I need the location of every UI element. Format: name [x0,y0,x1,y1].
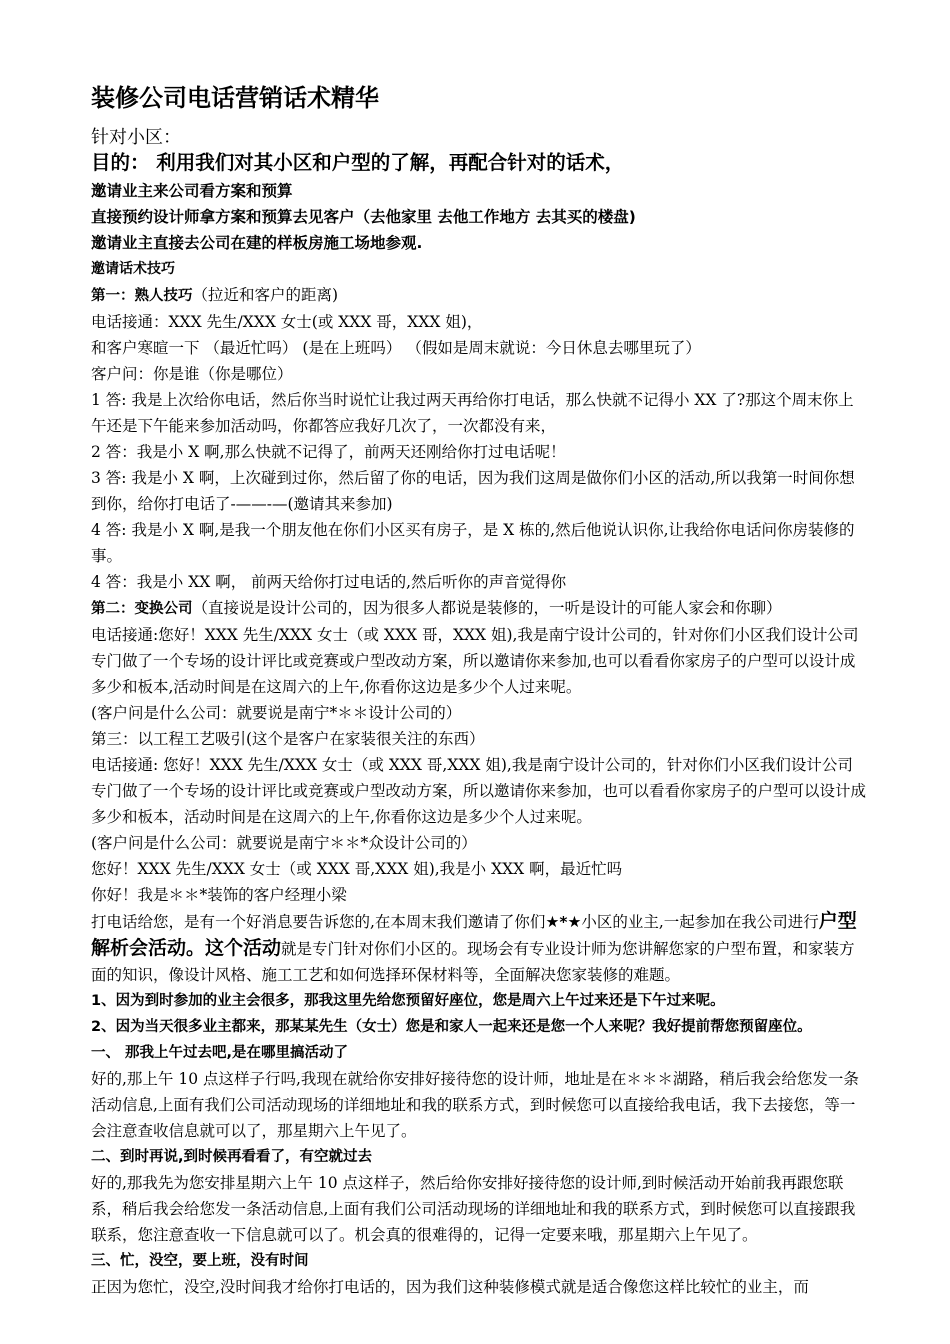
bold-point: 1、因为到时参加的业主会很多，那我这里先给您预留好座位，您是周六上午过来还是下午过来呢。 [91,993,725,1009]
s1-line: 4 答：我是小 XX 啊， 前两天给你打过电话的,然后听你的声音觉得你 [91,573,567,591]
goal-2: 直接预约设计师拿方案和预算去见客户（去他家里 去他工作地方 去其买的楼盘) [91,208,636,226]
objection-body: 好的,那上午 10 点这样子行吗,我现在就给你安排好接待您的设计师，地址是在＊＊＊湖路，稍后我会给您发一条活动信息,上面有我们公司活动现场的详细地址和我的联系方式，到时候您可以直接给我电话，我下去接您，等一会注意查收信息就可以了，那星期六上午见了。 [91,1070,859,1140]
event-text-b: 小区的业主,一起参加在我公司进行 [581,913,819,931]
event-text-a: 打电话给您，是有一个好消息要告诉您的,在本周末我们邀请了你们 [91,913,546,931]
section-1-note: （拉近和客户的距离) [192,286,339,304]
s1-line: 3 答: 我是小 X 啊，上次碰到过你，然后留了你的电话，因为我们这周是做你们小区的活动,所以我第一时间你想到你，给你打电话了-——-—(邀请其来参加) [91,469,855,513]
s2-line: (客户问是什么公司：就要说是南宁*＊＊设计公司的） [91,704,462,722]
objection-body: 正因为您忙，没空,没时间我才给你打电话的，因为我们这种装修模式就是适合像您这样比较忙的业主，而 [91,1278,809,1296]
goal-1: 邀请业主来公司看方案和预算 [91,182,293,200]
document-title: 装修公司电话营销话术精华 [91,84,379,112]
objection-body: 好的,那我先为您安排星期六上午 10 点这样子，然后给你安排好接待您的设计师,到时候活动开始前我再跟您联系，稍后我会给您发一条活动信息,上面有我们公司活动现场的详细地址和我的联系方式，到时候您可以直接跟我联系，您注意查收一下信息就可以了。机会真的很难得的，记得一定要来哦，那星期六上午见了。 [91,1174,856,1244]
invite-heading: 邀请话术技巧 [91,261,175,277]
objection-heading: 一、 那我上午过去吧,是在哪里搞活动了 [91,1045,349,1061]
bold-point: 2、因为当天很多业主都来，那某某先生（女士）您是和家人一起来还是您一个人来呢？我好提前帮您预留座位。 [91,1019,812,1035]
s1-line: 和客户寒暄一下 （最近忙吗） (是在上班吗） （假如是周末就说：今日休息去哪里玩了） [91,339,701,357]
section-3-heading: 第三：以工程工艺吸引(这个是客户在家装很关注的东西） [91,730,485,748]
objection-heading: 三、忙，没空，要上班，没有时间 [91,1253,309,1269]
event-highlight: 户型解析会活动。这个活动 [91,910,857,959]
s1-line: 2 答：我是小 X 啊,那么快就不记得了，前两天还刚给你打过电话呢！ [91,443,566,461]
section-2-title: 第二：变换公司 [91,601,193,617]
target-label: 针对小区： [91,127,181,148]
s3-line: (客户问是什么公司：就要说是南宁＊＊*众设计公司的） [91,834,477,852]
s1-line: 4 答: 我是小 X 啊,是我一个朋友他在你们小区买有房子，是 X 栋的,然后他说认识你,让我给你电话问你房装修的事。 [91,521,855,565]
purpose-line: 目的： 利用我们对其小区和户型的了解，再配合针对的话术， [91,151,625,174]
section-2-heading [91,595,868,622]
event-paragraph [91,908,868,988]
s1-line: 1 答: 我是上次给你电话，然后你当时说忙让我过两天再给你打电话，那么快就不记得小 XX 了?那这个周末你上午还是下午能来参加活动吗，你都答应我好几次了，一次都没有来， [91,391,854,435]
event-text-c: 就是专门针对你们小区的。现场会有专业设计师为您讲解您家的户型布置，和家装方面的知识，像设计风格、施工工艺和如何选择环保材料等，全面解决您家装修的难题。 [91,940,855,984]
s2-line: 电话接通:您好！XXX 先生/XXX 女士（或 XXX 哥，XXX 姐),我是南宁设计公司的，针对你们小区我们设计公司专门做了一个专场的设计评比或竞赛或户型改动方案，所以邀请你来参加,也可以看看你家房子的户型可以设计成多少和板本,活动时间是在这周六的上午,你看你这边是多少个人过来呢。 [91,626,859,696]
s1-line: 客户问：你是谁（你是哪位） [91,365,293,383]
section-1-heading [91,282,868,309]
goal-3: 邀请业主直接去公司在建的样板房施工场地参观. [91,234,423,252]
s3-line: 您好！XXX 先生/XXX 女士（或 XXX 哥,XXX 姐),我是小 XXX 啊，最近忙吗 [91,860,623,878]
objection-heading: 二、到时再说,到时候再看看了，有空就过去 [91,1149,373,1165]
section-2-note: （直接说是设计公司的，因为很多人都说是装修的，一听是设计的可能人家会和你聊） [192,599,782,617]
section-1-title: 第一：熟人技巧 [91,288,193,304]
event-stars: ★*★ [545,913,582,931]
s1-line: 电话接通：XXX 先生/XXX 女士(或 XXX 哥，XXX 姐)， [91,313,483,331]
s3-line: 电话接通: 您好！XXX 先生/XXX 女士（或 XXX 哥,XXX 姐),我是南宁设计公司的，针对你们小区我们设计公司专门做了一个专场的设计评比或竞赛或户型改动方案，所以邀请你来参加，也可以看看你家房子的户型可以设计成多少和板本，活动时间是在这周六的上午,你看你这边是多少个人过来呢。 [91,756,867,826]
s3-line: 你好！我是＊＊*装饰的客户经理小梁 [91,886,347,904]
